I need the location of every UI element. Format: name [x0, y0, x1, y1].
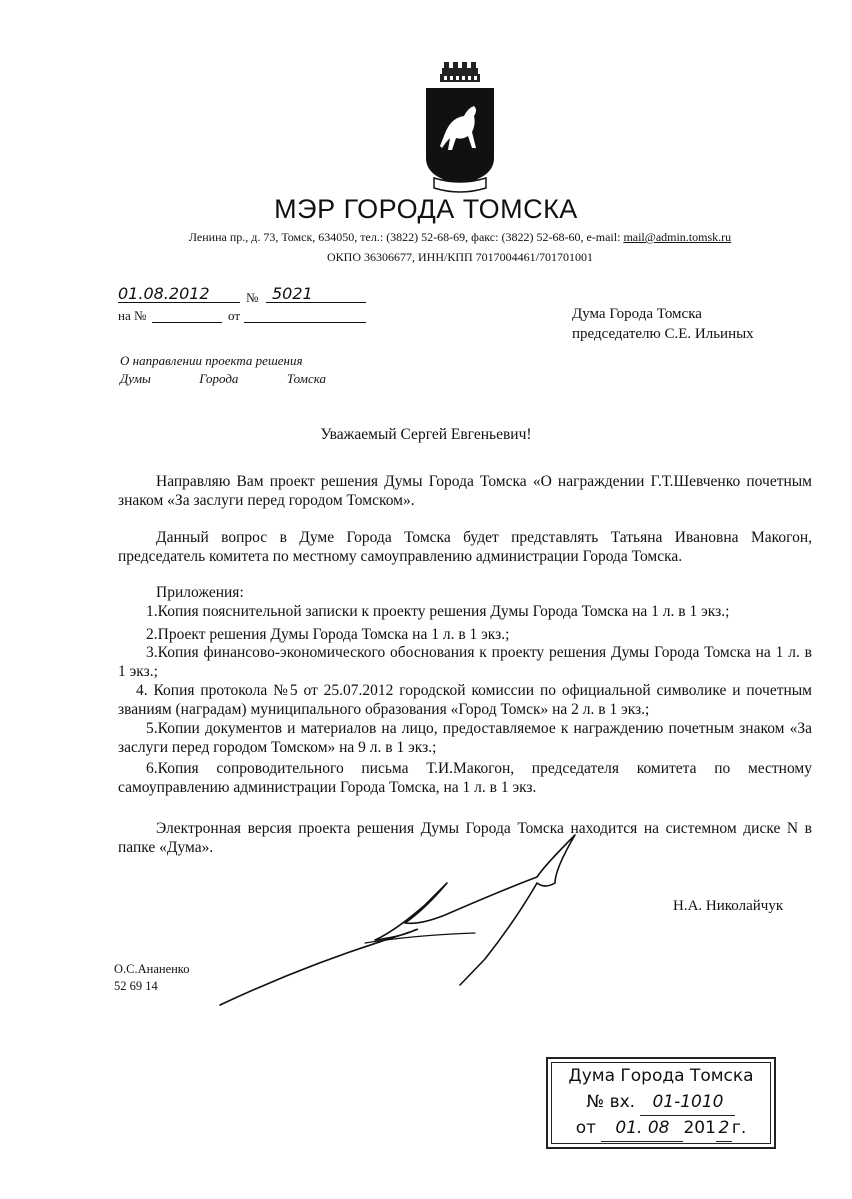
incoming-registration-stamp	[546, 1057, 776, 1149]
stamp-year-prefix: 201	[683, 1118, 716, 1138]
address-text: Ленина пр., д. 73, Томск, 634050, тел.: (3822) 52-68-69, факс: (3822) 52-68-60, e-mail:	[188, 230, 624, 244]
subject-word: Томска	[286, 371, 326, 386]
stamp-incoming-number-row	[552, 1089, 770, 1115]
stamp-in-number: 01-1010	[640, 1089, 735, 1116]
stamp-year-suffix: г.	[731, 1118, 747, 1138]
reply-number-label: на №	[118, 308, 147, 323]
stamp-in-label: № вх.	[586, 1092, 636, 1112]
subject-word: Города	[199, 371, 239, 386]
subject-line-2	[120, 370, 326, 388]
attachment-item-1: 1.Копия пояснительной записки к проекту решения Думы Города Томска на 1 л. в 1 экз.;	[146, 603, 730, 620]
stamp-title: Дума Города Томска	[568, 1066, 754, 1086]
attachments-title: Приложения:	[156, 584, 244, 601]
outgoing-number-handwritten: 5021	[272, 284, 313, 303]
addressee-block	[572, 304, 754, 344]
signer-name: Н.А. Николайчук	[673, 898, 784, 914]
body-paragraph-2: Данный вопрос в Думе Города Томска будет представлять Татьяна Ивановна Макогон, председатель комитета по местному самоуправлению администрации Города Томска.	[118, 529, 812, 565]
letterhead-address	[150, 230, 770, 245]
stamp-date-row	[552, 1115, 770, 1141]
attachment-item-2: 2.Проект решения Думы Города Томска на 1 л. в 1 экз.;	[146, 626, 510, 643]
registration-reply-row	[118, 306, 368, 326]
addressee-person: председателю С.Е. Ильиных	[572, 326, 754, 342]
stamp-year-digit: 2	[716, 1115, 732, 1142]
email-link[interactable]: mail@admin.tomsk.ru	[623, 230, 732, 244]
attachment-item-5: 5.Копии документов и материалов на лицо, предоставляемое к награждению почетным знаком «За заслуги перед городом Томском» на 9 л. в 1 экз.;	[118, 720, 812, 756]
letterhead-okpo: ОКПО 36306677, ИНН/КПП 7017004461/701701001	[326, 250, 593, 264]
letterhead-title: МЭР ГОРОДА ТОМСКА	[274, 194, 578, 224]
number-label: №	[246, 290, 259, 305]
reply-from-label: от	[228, 308, 241, 323]
addressee-organization: Дума Города Томска	[572, 306, 702, 322]
stamp-from-label: от	[575, 1118, 597, 1138]
executor-name: О.С.Ананенко	[114, 962, 190, 976]
outgoing-date-handwritten: 01.08.2012	[118, 284, 210, 303]
attachment-item-4: 4. Копия протокола №5 от 25.07.2012 городской комиссии по официальной символике и почетным званиям (наградам) муниципального образования «Город Томск» на 2 л. в 1 экз.;	[118, 682, 812, 718]
city-crest-emblem	[420, 62, 500, 196]
attachment-item-6: 6.Копия сопроводительного письма Т.И.Макогон, председателя комитета по местному самоуправлению администрации Города Томска, на 1 л. в 1 экз.	[118, 760, 812, 796]
subject-block	[120, 352, 335, 388]
attachment-item-3: 3.Копия финансово-экономического обоснования к проекту решения Думы Города Томска на 1 л. в 1 экз.;	[118, 644, 812, 680]
executor-block	[114, 961, 190, 995]
body-paragraph-3: Электронная версия проекта решения Думы Города Томска находится на системном диске N в папке «Дума».	[118, 820, 812, 856]
handwritten-signature	[215, 825, 615, 1015]
executor-phone: 52 69 14	[114, 979, 158, 993]
subject-line-1: О направлении проекта решения	[120, 353, 303, 368]
stamp-date: 01. 08	[601, 1115, 683, 1142]
salutation: Уважаемый Сергей Евгеньевич!	[320, 426, 532, 443]
registration-date-number-row	[118, 284, 368, 308]
subject-word: Думы	[120, 371, 151, 386]
body-paragraph-1: Направляю Вам проект решения Думы Города Томска «О награждении Г.Т.Шевченко почетным знаком «За заслуги перед городом Томском».	[118, 473, 812, 509]
